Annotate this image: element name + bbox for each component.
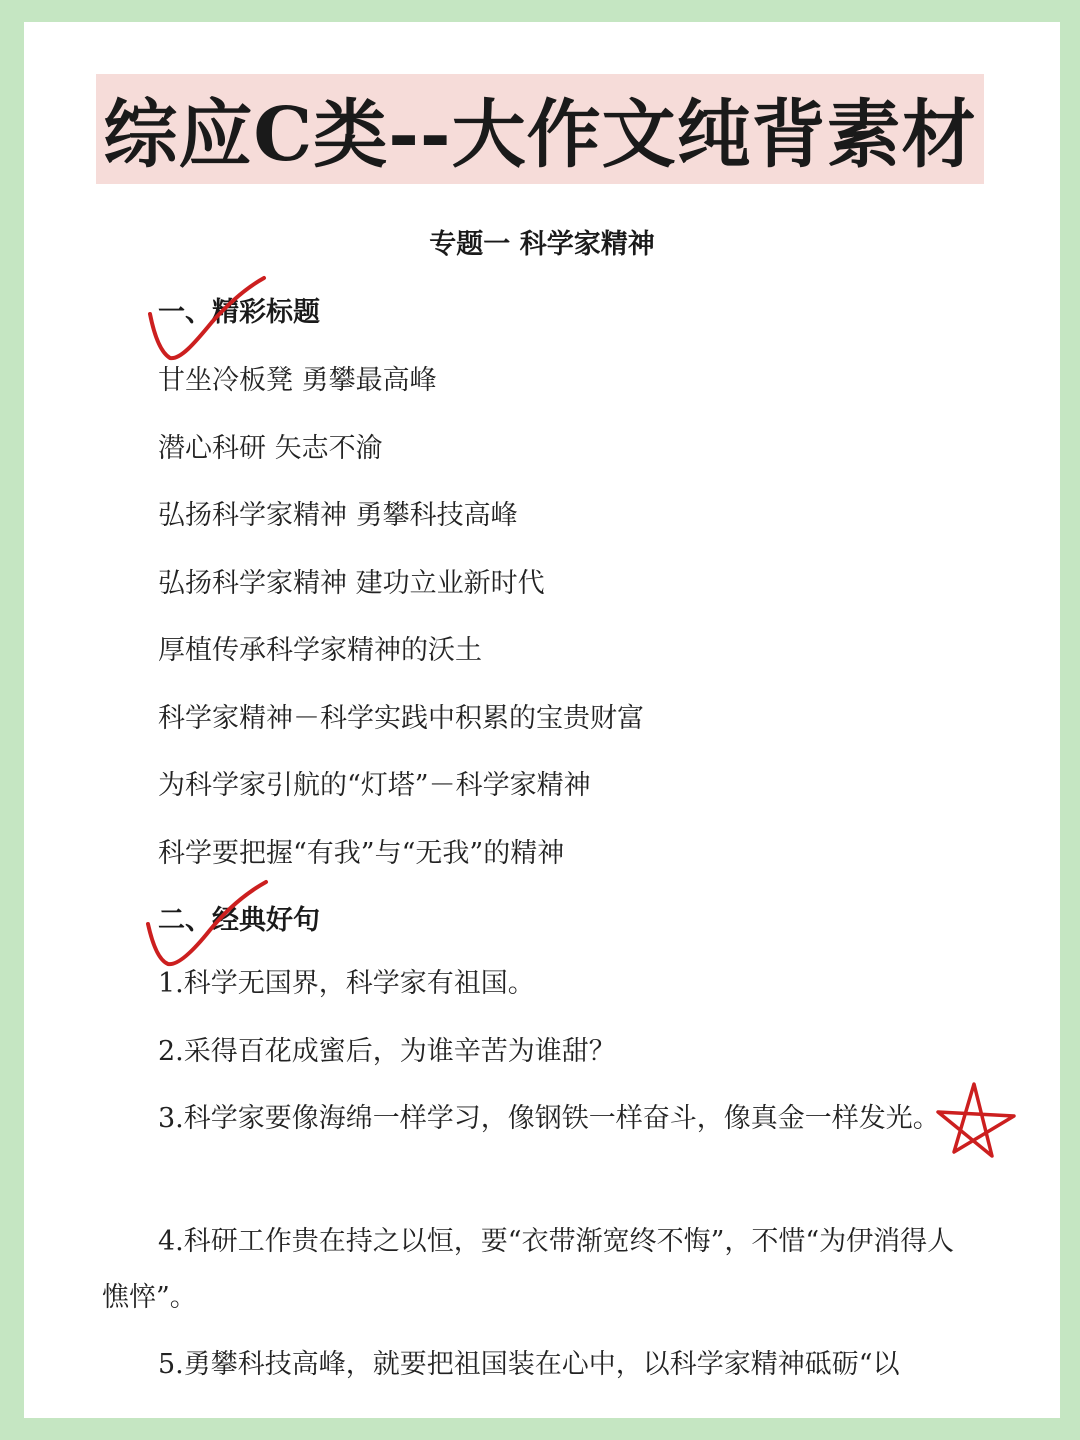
red-star-icon	[930, 1078, 1020, 1162]
document-page	[24, 22, 1060, 1418]
quote-item: 2.采得百花成蜜后，为谁辛苦为谁甜？	[158, 1036, 616, 1067]
quote-item: 3.科学家要像海绵一样学习，像钢铁一样奋斗，像真金一样发光。	[158, 1103, 940, 1134]
title-banner	[96, 74, 984, 184]
headline-item: 潜心科研 矢志不渝	[158, 433, 383, 464]
headline-item: 为科学家引航的“灯塔”－科学家精神	[158, 770, 591, 801]
page-title: 综应C类--大作文纯背素材	[103, 92, 977, 178]
topic-subtitle: 专题一 科学家精神	[429, 229, 655, 260]
quote-item: 1.科学无国界，科学家有祖国。	[158, 968, 535, 999]
headline-item: 弘扬科学家精神 建功立业新时代	[158, 568, 545, 599]
section-heading-headlines: 一、精彩标题	[158, 297, 320, 328]
quote-item: 5.勇攀科技高峰，就要把祖国装在心中，以科学家精神砥砺“以	[158, 1349, 900, 1380]
section-heading-quotes: 二、经典好句	[158, 905, 320, 936]
headline-item: 科学家精神－科学实践中积累的宝贵财富	[158, 703, 644, 734]
red-checkmark-icon	[136, 272, 276, 372]
headline-item: 科学要把握“有我”与“无我”的精神	[158, 838, 565, 869]
headline-item: 弘扬科学家精神 勇攀科技高峰	[158, 500, 518, 531]
quote-item: 4.科研工作贵在持之以恒，要“衣带渐宽终不悔”，不惜“为伊消得人憔悴”。	[102, 1226, 955, 1313]
headline-item: 甘坐冷板凳 勇攀最高峰	[158, 365, 437, 396]
headline-item: 厚植传承科学家精神的沃土	[158, 635, 482, 666]
